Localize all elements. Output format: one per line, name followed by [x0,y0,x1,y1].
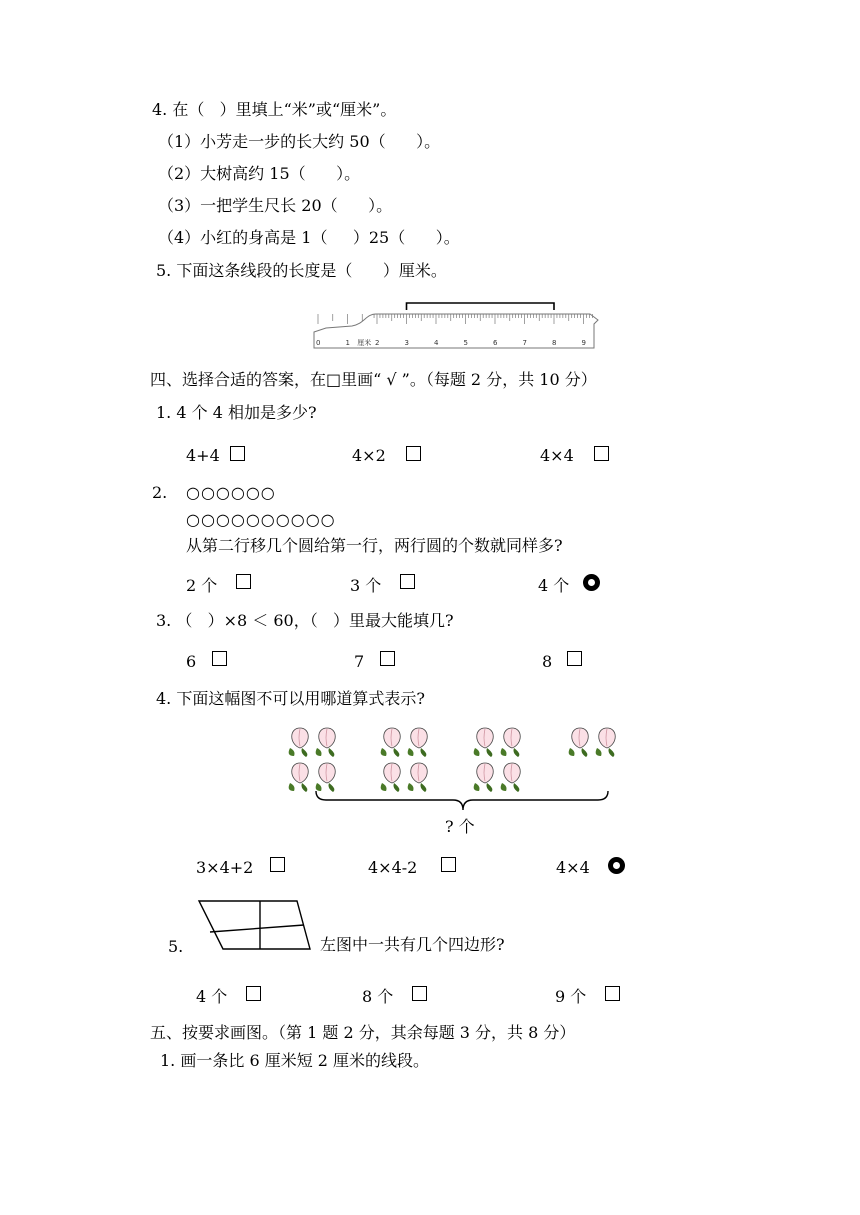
ruler-label: 2 [375,339,380,347]
s4-q2-option-3: 4 个 [538,576,570,595]
quadrilateral-figure [196,898,316,954]
section5-title: 五、按要求画图。（第 1 题 2 分，其余每题 3 分，共 8 分） [150,1023,576,1042]
s4-q5-label: 5. [168,937,184,956]
s4-q3-option-2: 7 [354,652,365,671]
s4-q2-option-2: 3 个 [350,576,382,595]
ruler-figure [312,298,602,353]
s4-q4-option-3: 4×4 [556,858,590,877]
ruler-label: 1 [345,339,350,347]
checkbox[interactable] [605,986,620,1001]
checkbox[interactable] [246,986,261,1001]
peach-icon [316,763,336,792]
peach-icon [474,728,494,757]
s4-q1-option-1: 4+4 [186,446,220,465]
ruler-label: 3 [404,339,409,347]
checkbox[interactable] [406,446,421,461]
s4-q3-title: 3. （ ）×8 ＜ 60，（ ）里最大能填几? [156,611,454,630]
s4-q2-option-1: 2 个 [186,576,218,595]
marked-circle-icon[interactable] [608,857,625,874]
peach-icon [408,728,428,757]
peaches-figure [280,718,650,818]
checkbox[interactable] [236,574,251,589]
s4-q1-title: 1. 4 个 4 相加是多少? [156,403,317,422]
checkbox[interactable] [594,446,609,461]
s5-q1: 1. 画一条比 6 厘米短 2 厘米的线段。 [160,1051,430,1070]
checkbox[interactable] [567,651,582,666]
brace-label: ? 个 [445,817,475,836]
s4-q3-option-1: 6 [186,652,197,671]
peach-icon [289,763,309,792]
ruler-label: 6 [493,339,498,347]
s4-q2-question: 从第二行移几个圆给第一行，两行圆的个数就同样多? [186,536,563,555]
q4-item-4: （4）小红的身高是 1（ ）25（ ）。 [158,228,460,247]
peach-icon [474,763,494,792]
ruler-label: 5 [463,339,468,347]
circles-row-2: ○○○○○○○○○○ [186,510,336,529]
peach-icon [381,728,401,757]
peach-icon [381,763,401,792]
s4-q5-question: 左图中一共有几个四边形? [320,935,505,954]
s4-q4-option-2: 4×4-2 [368,858,418,877]
section4-title: 四、选择合适的答案，在□里画“ √ ”。（每题 2 分，共 10 分） [150,370,597,389]
peach-icon [501,763,521,792]
ruler-label: 4 [434,339,439,347]
checkbox[interactable] [412,986,427,1001]
peach-icon [408,763,428,792]
peach-icon [289,728,309,757]
q4-item-3: （3）一把学生尺长 20（ ）。 [158,196,393,215]
s4-q5-option-1: 4 个 [196,987,228,1006]
s4-q3-option-3: 8 [542,652,553,671]
checkbox[interactable] [230,446,245,461]
s4-q1-option-2: 4×2 [352,446,386,465]
peach-icon [596,728,616,757]
s4-q1-option-3: 4×4 [540,446,574,465]
peach-icon [316,728,336,757]
peach-icon [501,728,521,757]
checkbox[interactable] [212,651,227,666]
ruler-label: 9 [581,339,586,347]
ruler-label: 7 [522,339,527,347]
ruler-label: 厘米 [357,339,372,347]
s4-q5-option-3: 9 个 [555,987,587,1006]
s4-q4-option-1: 3×4+2 [196,858,254,877]
checkbox[interactable] [400,574,415,589]
marked-circle-icon[interactable] [583,574,600,591]
ruler-label: 0 [316,339,321,347]
checkbox[interactable] [380,651,395,666]
peach-icon [569,728,589,757]
q4-item-1: （1）小芳走一步的长大约 50（ ）。 [158,132,441,151]
checkbox[interactable] [270,857,285,872]
ruler-label: 8 [552,339,557,347]
s4-q2-label: 2. [152,483,168,502]
ruler-segment-bracket [407,303,555,310]
q4-fill-title: 4. 在（ ）里填上“米”或“厘米”。 [152,100,397,119]
s4-q4-title: 4. 下面这幅图不可以用哪道算式表示? [156,689,425,708]
s4-q5-option-2: 8 个 [362,987,394,1006]
checkbox[interactable] [441,857,456,872]
q4-item-2: （2）大树高约 15（ ）。 [158,164,361,183]
q5-ruler-title: 5. 下面这条线段的长度是（ ）厘米。 [156,261,447,280]
circles-row-1: ○○○○○○ [186,483,276,502]
